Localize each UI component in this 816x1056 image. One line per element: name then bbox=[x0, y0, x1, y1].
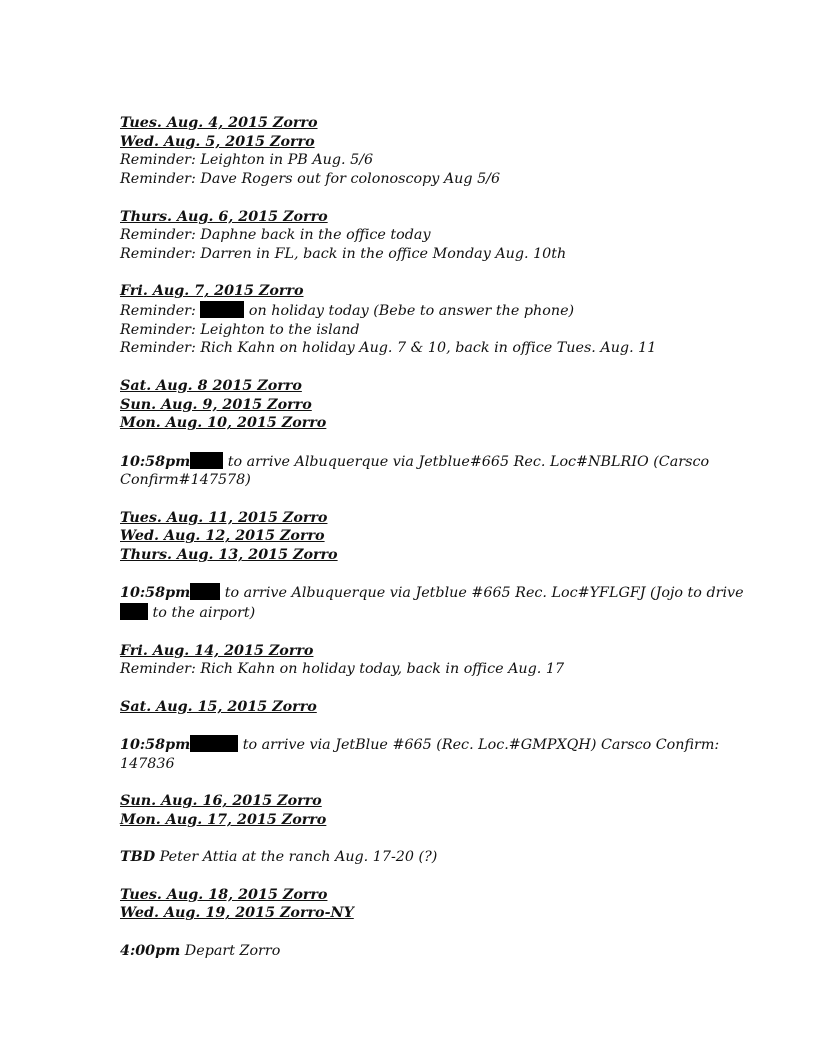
event-line bbox=[120, 583, 744, 603]
event-time: 10:58pm bbox=[120, 585, 191, 602]
reminder-prefix: Reminder: bbox=[120, 303, 196, 319]
date-heading: Sun. Aug. 16, 2015 Zorro bbox=[120, 793, 322, 810]
reminder-line: Reminder: Leighton in PB Aug. 5/6 bbox=[120, 152, 374, 169]
event-line: Confirm#147578) bbox=[120, 472, 251, 489]
event-text: to the airport) bbox=[152, 605, 256, 622]
reminder-text: on holiday today (Bebe to answer the phone) bbox=[248, 303, 575, 319]
redaction-block bbox=[200, 301, 244, 318]
date-heading: Wed. Aug. 5, 2015 Zorro bbox=[120, 133, 315, 150]
reminder-line: Reminder: Dave Rogers out for colonoscopy Aug 5/6 bbox=[120, 171, 501, 188]
redaction-block bbox=[190, 583, 220, 600]
event-text: Depart Zorro bbox=[184, 942, 281, 959]
event-text: to arrive Albuquerque via Jetblue #665 Rec. Loc#YFLGFJ (Jojo to drive bbox=[224, 585, 744, 602]
date-heading: Sat. Aug. 8 2015 Zorro bbox=[120, 377, 302, 394]
reminder-line: Reminder: Rich Kahn on holiday Aug. 7 & 10, back in office Tues. Aug. 11 bbox=[120, 340, 657, 357]
date-heading: Sun. Aug. 9, 2015 Zorro bbox=[120, 396, 312, 413]
date-heading: Tues. Aug. 18, 2015 Zorro bbox=[120, 886, 328, 903]
date-heading: Thurs. Aug. 13, 2015 Zorro bbox=[120, 547, 338, 564]
event-time: TBD bbox=[120, 849, 156, 866]
reminder-line: Reminder: Rich Kahn on holiday today, back in office Aug. 17 bbox=[120, 661, 565, 678]
date-heading: Fri. Aug. 7, 2015 Zorro bbox=[120, 283, 304, 300]
reminder-line: Reminder: Leighton to the island bbox=[120, 321, 360, 338]
event-line bbox=[120, 848, 720, 867]
redaction-block bbox=[190, 735, 238, 752]
event-line bbox=[120, 735, 720, 755]
redaction-block bbox=[120, 603, 148, 620]
date-heading: Sat. Aug. 15, 2015 Zorro bbox=[120, 698, 317, 715]
date-heading: Wed. Aug. 12, 2015 Zorro bbox=[120, 528, 325, 545]
event-time: 10:58pm bbox=[120, 737, 191, 754]
itinerary-document bbox=[120, 114, 744, 960]
event-line bbox=[120, 942, 720, 961]
date-heading: Fri. Aug. 14, 2015 Zorro bbox=[120, 642, 314, 659]
date-heading: Thurs. Aug. 6, 2015 Zorro bbox=[120, 208, 328, 225]
event-time: 4:00pm bbox=[120, 942, 181, 959]
date-heading: Tues. Aug. 4, 2015 Zorro bbox=[120, 115, 318, 131]
event-line bbox=[120, 452, 720, 472]
reminder-line bbox=[120, 301, 720, 321]
event-text: to arrive via JetBlue #665 (Rec. Loc.#GMPXQH) Carsco Confirm: bbox=[242, 737, 720, 754]
redaction-block bbox=[190, 452, 223, 469]
event-line: 147836 bbox=[120, 755, 175, 772]
event-text: to arrive Albuquerque via Jetblue#665 Rec. Loc#NBLRIO (Carsco bbox=[227, 453, 710, 470]
event-text: Peter Attia at the ranch Aug. 17-20 (?) bbox=[159, 849, 438, 866]
date-heading: Mon. Aug. 17, 2015 Zorro bbox=[120, 811, 327, 828]
date-heading: Wed. Aug. 19, 2015 Zorro-NY bbox=[120, 905, 354, 922]
reminder-line: Reminder: Daphne back in the office today bbox=[120, 227, 431, 244]
event-line bbox=[120, 603, 720, 623]
reminder-line: Reminder: Darren in FL, back in the office Monday Aug. 10th bbox=[120, 245, 567, 262]
event-time: 10:58pm bbox=[120, 453, 191, 470]
date-heading: Tues. Aug. 11, 2015 Zorro bbox=[120, 509, 328, 526]
date-heading: Mon. Aug. 10, 2015 Zorro bbox=[120, 415, 327, 432]
